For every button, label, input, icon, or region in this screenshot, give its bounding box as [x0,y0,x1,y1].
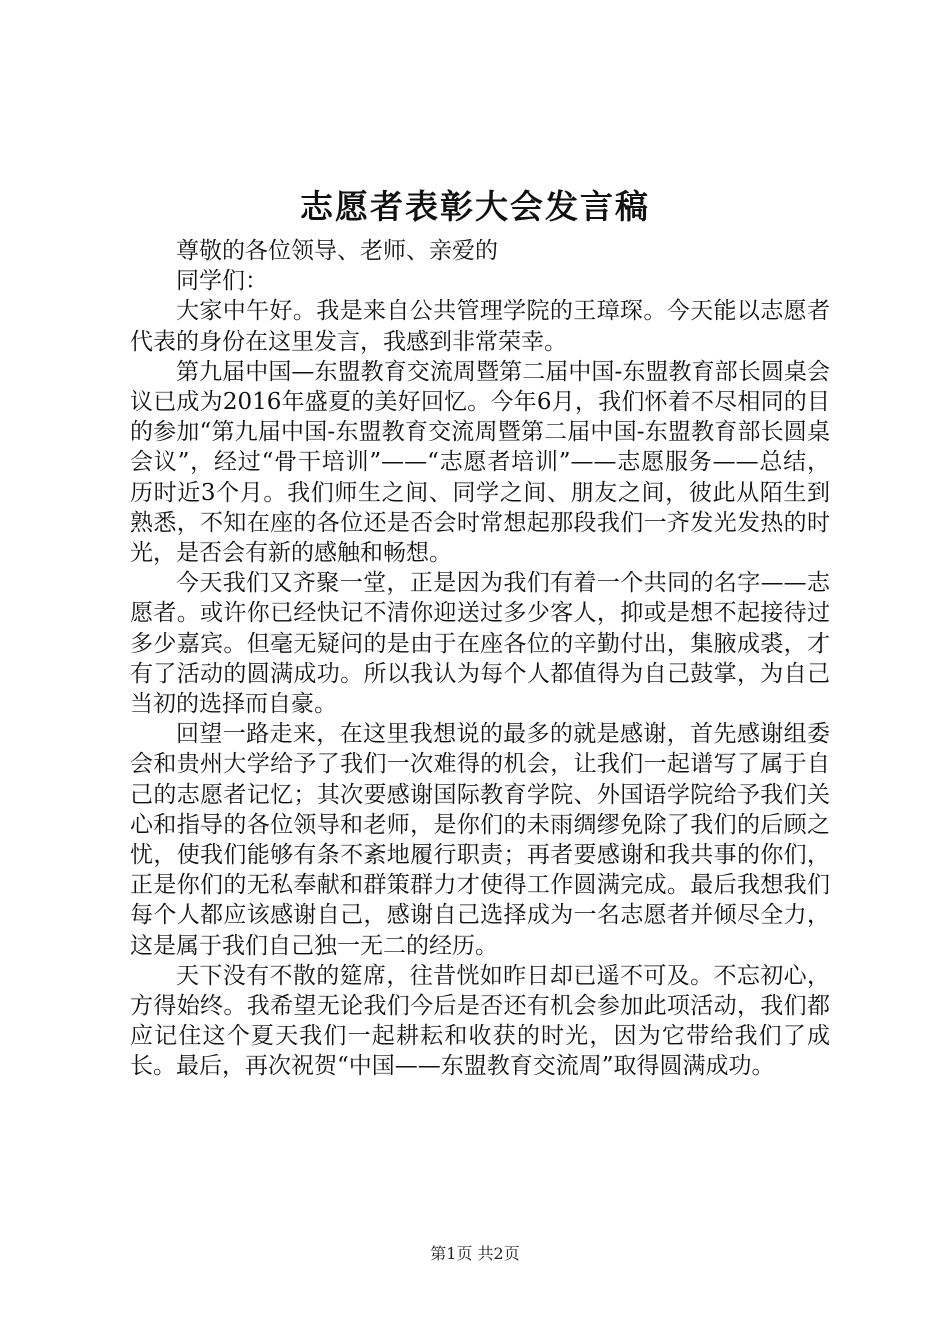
paragraph: 回望一路走来，在这里我想说的最多的就是感谢，首先感谢组委会和贵州大学给予了我们一次难得的机会，让我们一起谱写了属于自己的志愿者记忆；其次要感谢国际教育学院、外国语学院给予我们关心和指导的各位领导和老师，是你们的未雨绸缪免除了我们的后顾之忧，使我们能够有条不紊地履行职责；再者要感谢和我共事的你们，正是你们的无私奉献和群策群力才使得工作圆满完成。最后我想我们每个人都应该感谢自己，感谢自己选择成为一名志愿者并倾尽全力，这是属于我们自己独一无二的经历。 [130,721,830,959]
page-footer: 第1页 共2页 [430,1244,520,1263]
paragraph: 今天我们又齐聚一堂，正是因为我们有着一个共同的名字——志愿者。或许你已经快记不清你迎送过多少客人，抑或是想不起接待过多少嘉宾。但毫无疑问的是由于在座各位的辛勤付出，集腋成裘，才有了活动的圆满成功。所以我认为每个人都值得为自己鼓掌，为自己当初的选择而自豪。 [130,570,830,718]
page-title: 志愿者表彰大会发言稿 [300,187,650,226]
salutation-line-1: 尊敬的各位领导、老师、亲爱的 [176,238,498,264]
paragraph: 大家中午好。我是来自公共管理学院的王璋琛。今天能以志愿者代表的身份在这里发言，我感到非常荣幸。 [130,298,830,355]
salutation-line-2: 同学们： [176,268,268,295]
paragraph: 第九届中国—东盟教育交流周暨第二届中国-东盟教育部长圆桌会议已成为2016年盛夏的美好回忆。今年6月，我们怀着不尽相同的目的参加“第九届中国-东盟教育交流周暨第二届中国-东盟教育部长圆桌会议”，经过“骨干培训”——“志愿者培训”——志愿服务——总结，历时近3个月。我们师生之间、同学之间、朋友之间，彼此从陌生到熟悉，不知在座的各位还是否会时常想起那段我们一齐发光发热的时光，是否会有新的感触和畅想。 [130,358,830,567]
speech-body [130,236,830,1082]
paragraph: 天下没有不散的筵席，往昔恍如昨日却已遥不可及。不忘初心，方得始终。我希望无论我们今后是否还有机会参加此项活动，我们都应记住这个夏天我们一起耕耘和收获的时光，因为它带给我们了成长。最后，再次祝贺“中国——东盟教育交流周”取得圆满成功。 [130,962,830,1080]
